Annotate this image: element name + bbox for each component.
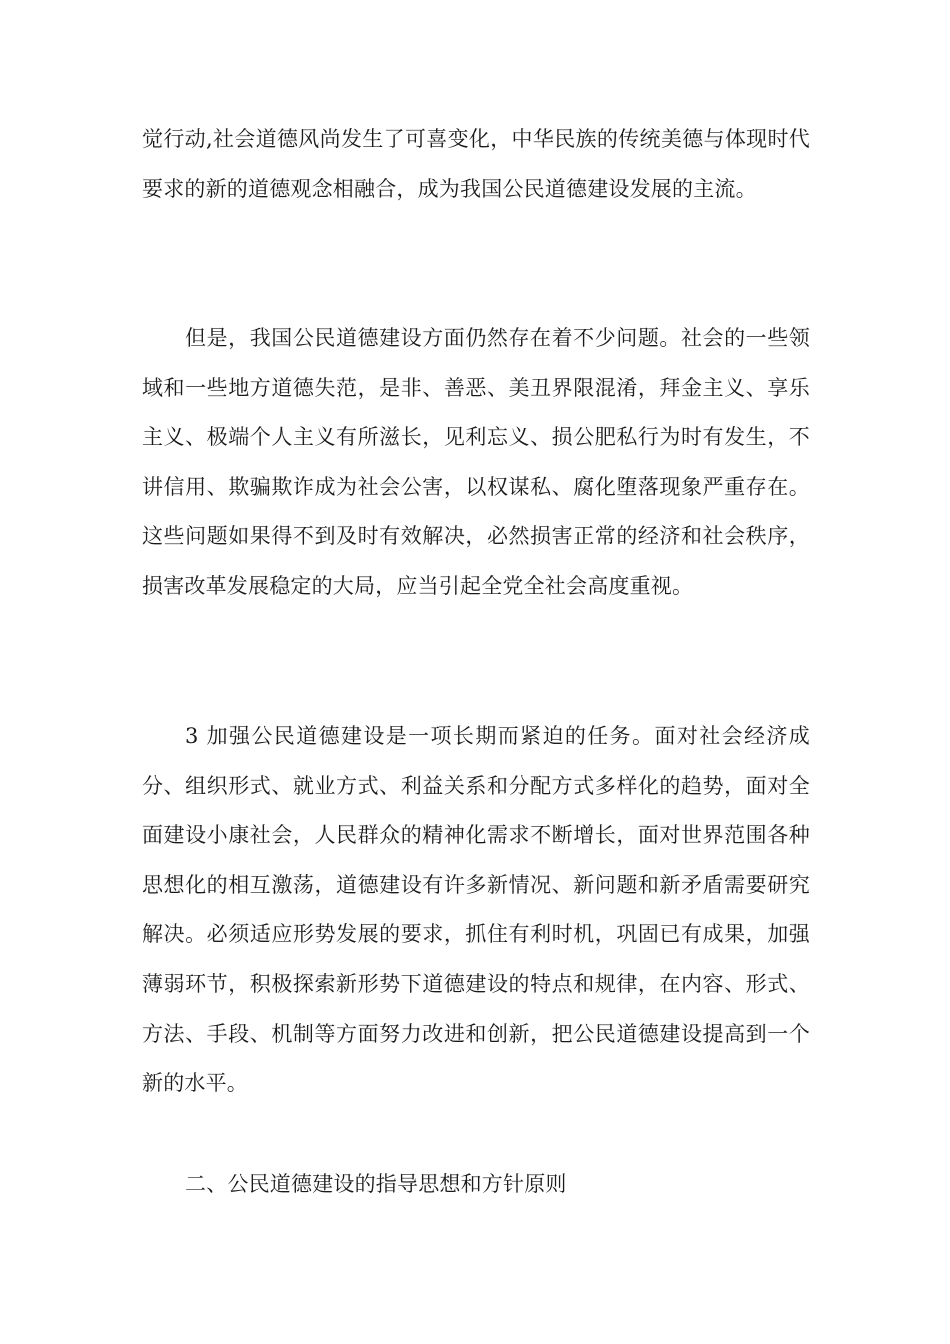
paragraph-continuation: 觉行动,社会道德风尚发生了可喜变化，中华民族的传统美德与体现时代要求的新的道德观念相融合，成为我国公民道德建设发展的主流。 (142, 127, 810, 201)
paragraph-problems: 但是，我国公民道德建设方面仍然存在着不少问题。社会的一些领域和一些地方道德失范，是非、善恶、美丑界限混淆，拜金主义、享乐主义、极端个人主义有所滋长，见利忘义、损公肥私行为时有发生，不讲信用、欺骗欺诈成为社会公害，以权谋私、腐化堕落现象严重存在。这些问题如果得不到及时有效解决，必然损害正常的经济和社会秩序，损害改革发展稳定的大局，应当引起全党全社会高度重视。 (142, 326, 810, 598)
section-heading: 二、公民道德建设的指导思想和方针原则 (185, 1172, 567, 1196)
paragraph-task: 3 加强公民道德建设是一项长期而紧迫的任务。面对社会经济成分、组织形式、就业方式、利益关系和分配方式多样化的趋势，面对全面建设小康社会，人民群众的精神化需求不断增长，面对世界范围各种思想化的相互激荡，道德建设有许多新情况、新问题和新矛盾需要研究解决。必须适应形势发展的要求，抓住有利时机，巩固已有成果，加强薄弱环节，积极探索新形势下道德建设的特点和规律，在内容、形式、方法、手段、机制等方面努力改进和创新，把公民道德建设提高到一个新的水平。 (142, 724, 810, 1096)
